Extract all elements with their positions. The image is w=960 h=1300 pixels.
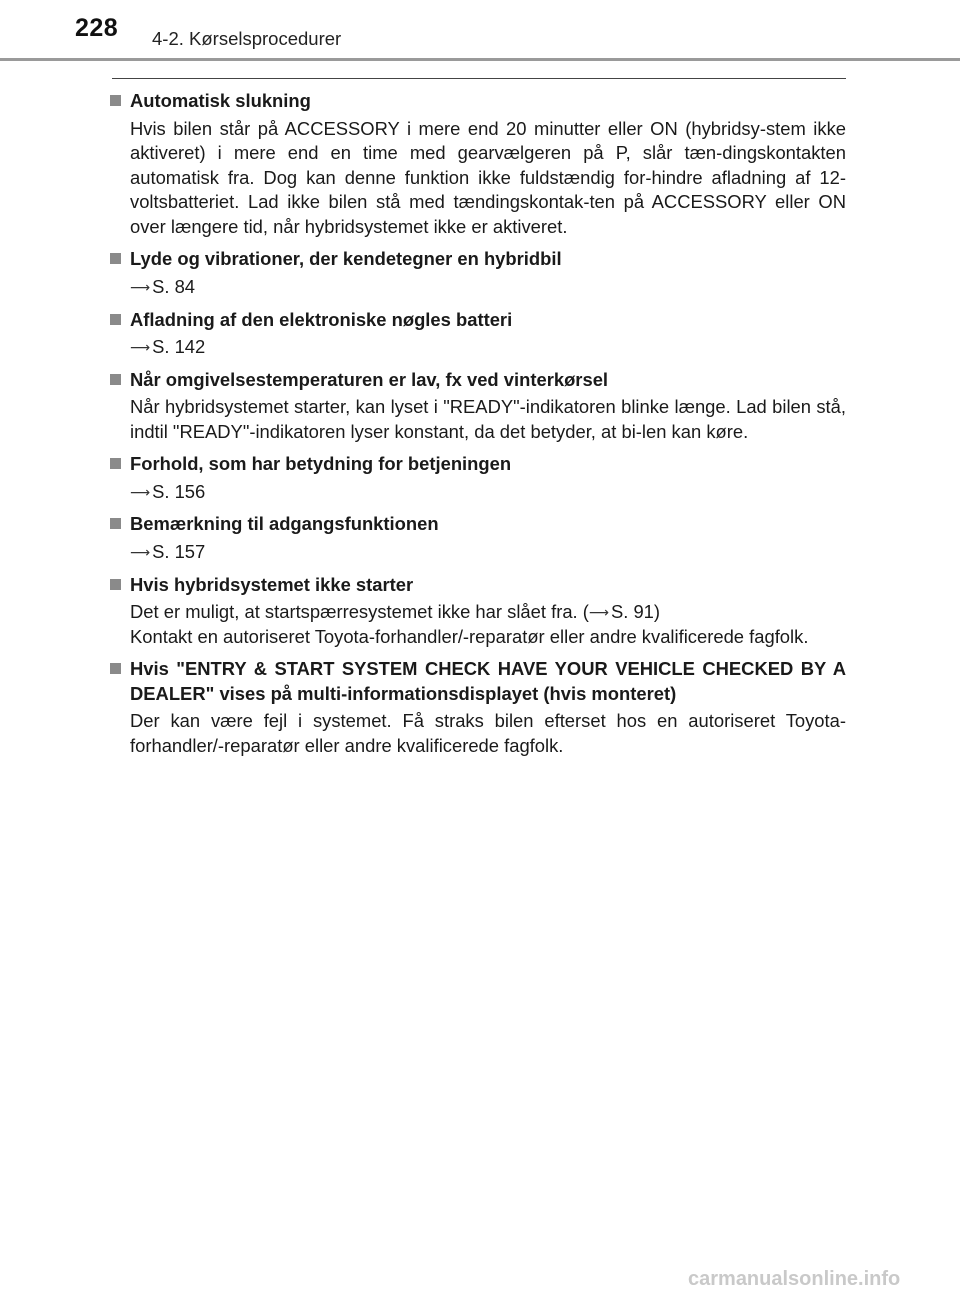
arrow-right-icon: ⟶: [130, 483, 151, 500]
section-heading: Afladning af den elektroniske nøgles batteri: [130, 308, 513, 330]
section-heading: Når omgivelsestemperaturen er lav, fx ved vinterkørsel: [130, 368, 609, 390]
section-entry-start-warning: [110, 657, 846, 758]
section-access-function: [110, 512, 846, 564]
section-body: Det er muligt, at startspærresystemet ikke har slået fra. (: [130, 601, 589, 623]
page-reference[interactable]: S. 84: [152, 275, 196, 297]
page-number: 228: [75, 14, 119, 42]
gray-square-icon: [110, 374, 121, 385]
section-key-battery: [110, 308, 846, 360]
section-operating-conditions: [110, 452, 846, 504]
arrow-right-icon: ⟶: [130, 339, 151, 356]
gray-square-icon: [110, 314, 121, 325]
section-heading: Bemærkning til adgangsfunktionen: [130, 513, 439, 535]
section-sounds-vibrations: [110, 247, 846, 299]
gray-square-icon: [110, 579, 121, 590]
section-body: Kontakt en autoriseret Toyota-forhandler/-reparatør eller andre kvalificerede fagfolk.: [130, 625, 809, 647]
header-rule: [0, 58, 960, 61]
watermark: carmanualsonline.info: [688, 1268, 901, 1290]
gray-square-icon: [110, 95, 121, 106]
chapter-title: 4-2. Kørselsprocedurer: [152, 28, 342, 49]
section-heading: Hvis hybridsystemet ikke starter: [130, 573, 414, 595]
section-heading: Hvis "ENTRY & START SYSTEM CHECK HAVE YOUR VEHICLE CHECKED BY A DEALER" vises på multi-informationsdisplayet (hvis monteret): [130, 658, 846, 704]
page-reference[interactable]: S. 157: [152, 540, 206, 562]
arrow-right-icon: ⟶: [130, 543, 151, 560]
page-reference[interactable]: S. 142: [152, 336, 206, 358]
section-body: Der kan være fejl i systemet. Få straks bilen efterset hos en autoriseret Toyota-forhandler/-reparatør eller andre kvalificerede fagfolk.: [130, 710, 846, 756]
section-body: Hvis bilen står på ACCESSORY i mere end 20 minutter eller ON (hybridsy-stem ikke aktiveret) i mere end en time med gearvælgeren på P, slår tæn-dingskontakten automatisk fra. Dog kan denne funktion ikke fuldstændig for-hindre afladning af 12-voltsbatteriet. Lad ikke bilen stå med tændingskontak-ten på ACCESSORY eller ON over længere tid, når hybridsystemet ikke er aktiveret.: [130, 117, 846, 237]
arrow-right-icon: ⟶: [130, 278, 151, 295]
content-rule: [112, 78, 846, 79]
gray-square-icon: [110, 518, 121, 529]
section-heading: Forhold, som har betydning for betjeningen: [130, 453, 512, 475]
arrow-right-icon: ⟶: [588, 604, 609, 621]
gray-square-icon: [110, 663, 121, 674]
content-area: [110, 89, 846, 766]
page-reference[interactable]: S. 156: [152, 480, 206, 502]
section-heading: Automatisk slukning: [130, 90, 311, 111]
page-reference[interactable]: S. 91): [610, 601, 661, 623]
section-body: Når hybridsystemet starter, kan lyset i "READY"-indikatoren blinke længe. Lad bilen stå, indtil "READY"-indikatoren lyser konstant, da det betyder, at bi-len kan køre.: [130, 396, 846, 442]
section-low-temperature: [110, 368, 846, 445]
section-automatic-shutoff: [110, 89, 846, 239]
gray-square-icon: [110, 253, 121, 264]
section-heading: Lyde og vibrationer, der kendetegner en hybridbil: [130, 248, 562, 270]
section-no-start: [110, 573, 846, 650]
gray-square-icon: [110, 458, 121, 469]
